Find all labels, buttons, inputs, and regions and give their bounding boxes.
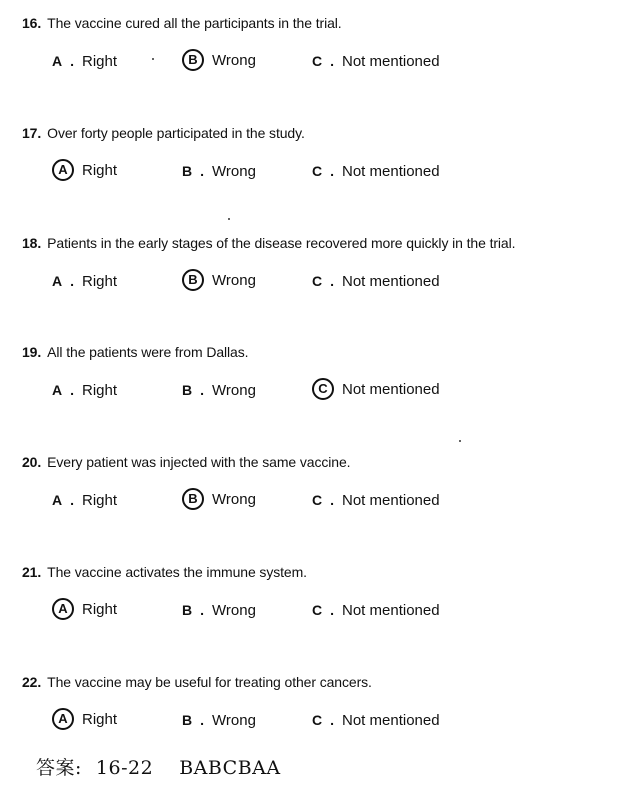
option-a-selected[interactable] (52, 710, 117, 730)
option-label: Not mentioned (342, 602, 440, 619)
question-text: The vaccine cured all the participants in the trial. (47, 15, 342, 31)
question-text: The vaccine may be useful for treating other cancers. (47, 674, 372, 690)
scan-speck (228, 218, 230, 220)
option-c[interactable] (312, 51, 440, 71)
option-label: Wrong (212, 52, 256, 69)
option-label: Wrong (212, 272, 256, 289)
option-letter: B . (182, 380, 204, 400)
option-label: Not mentioned (342, 53, 440, 70)
answer-key-range: 16-22 (95, 757, 154, 779)
option-b-selected[interactable] (182, 490, 256, 510)
answer-key-answers: BABCBAA (179, 757, 281, 779)
option-label: Wrong (212, 382, 256, 399)
question-text: Every patient was injected with the same vaccine. (47, 454, 351, 470)
option-c[interactable] (312, 271, 440, 291)
option-b[interactable] (182, 380, 256, 400)
option-a[interactable] (52, 490, 117, 510)
option-b[interactable] (182, 710, 256, 730)
question-text: Patients in the early stages of the disease recovered more quickly in the trial. (47, 235, 516, 251)
question-number: 21 . (22, 564, 47, 580)
question-19 (22, 343, 612, 403)
circled-option-letter: C (312, 378, 334, 400)
question-text: Over forty people participated in the study. (47, 125, 305, 141)
option-label: Not mentioned (342, 163, 440, 180)
question-22 (22, 673, 612, 733)
option-label: Right (82, 601, 118, 618)
option-letter: C . (312, 51, 334, 71)
circled-option-letter: A (52, 598, 74, 620)
option-letter: B . (182, 710, 204, 730)
question-stem (22, 124, 305, 142)
question-number: 17 . (22, 125, 47, 141)
option-letter: B . (182, 600, 204, 620)
option-label: Wrong (212, 491, 256, 508)
option-c[interactable] (312, 600, 440, 620)
option-b-selected[interactable] (182, 51, 256, 71)
question-21 (22, 563, 612, 623)
option-letter: B . (182, 161, 204, 181)
circled-option-letter: B (182, 269, 204, 291)
question-stem (22, 453, 350, 471)
question-stem (22, 563, 307, 581)
option-letter: A . (52, 490, 74, 510)
option-label: Not mentioned (342, 492, 440, 509)
option-label: Right (82, 711, 118, 728)
option-label: Wrong (212, 602, 256, 619)
question-stem (22, 14, 342, 32)
option-label: Wrong (212, 163, 256, 180)
option-a[interactable] (52, 380, 117, 400)
option-b[interactable] (182, 600, 256, 620)
option-a[interactable] (52, 51, 117, 71)
answer-key-label: 答案: (36, 757, 82, 779)
option-label: Right (82, 273, 118, 290)
option-label: Wrong (212, 712, 256, 729)
option-letter: A . (52, 380, 74, 400)
question-stem (22, 343, 248, 361)
option-label: Not mentioned (342, 712, 440, 729)
question-stem (22, 673, 372, 691)
question-16 (22, 14, 612, 74)
question-text: The vaccine activates the immune system. (47, 564, 307, 580)
option-label: Not mentioned (342, 273, 440, 290)
option-a[interactable] (52, 271, 117, 291)
option-letter: C . (312, 710, 334, 730)
option-c-selected[interactable] (312, 380, 440, 400)
option-label: Right (82, 492, 118, 509)
option-letter: C . (312, 600, 334, 620)
option-label: Right (82, 53, 118, 70)
option-b[interactable] (182, 161, 256, 181)
option-c[interactable] (312, 490, 440, 510)
question-number: 20 . (22, 454, 47, 470)
scan-speck (459, 440, 461, 442)
option-letter: A . (52, 271, 74, 291)
question-number: 19 . (22, 344, 47, 360)
option-a-selected[interactable] (52, 161, 117, 181)
question-20 (22, 453, 612, 513)
question-number: 16 . (22, 15, 47, 31)
option-letter: A . (52, 51, 74, 71)
answer-key (36, 756, 281, 780)
option-b-selected[interactable] (182, 271, 256, 291)
question-number: 22 . (22, 674, 47, 690)
question-17 (22, 124, 612, 184)
option-letter: C . (312, 161, 334, 181)
option-label: Not mentioned (342, 381, 440, 398)
option-label: Right (82, 162, 118, 179)
option-c[interactable] (312, 710, 440, 730)
option-c[interactable] (312, 161, 440, 181)
option-letter: C . (312, 271, 334, 291)
question-18 (22, 234, 612, 294)
option-label: Right (82, 382, 118, 399)
circled-option-letter: B (182, 488, 204, 510)
option-a-selected[interactable] (52, 600, 117, 620)
circled-option-letter: B (182, 49, 204, 71)
circled-option-letter: A (52, 159, 74, 181)
circled-option-letter: A (52, 708, 74, 730)
question-stem (22, 234, 515, 252)
scan-speck (152, 58, 154, 60)
question-number: 18 . (22, 235, 47, 251)
question-text: All the patients were from Dallas. (47, 344, 249, 360)
option-letter: C . (312, 490, 334, 510)
